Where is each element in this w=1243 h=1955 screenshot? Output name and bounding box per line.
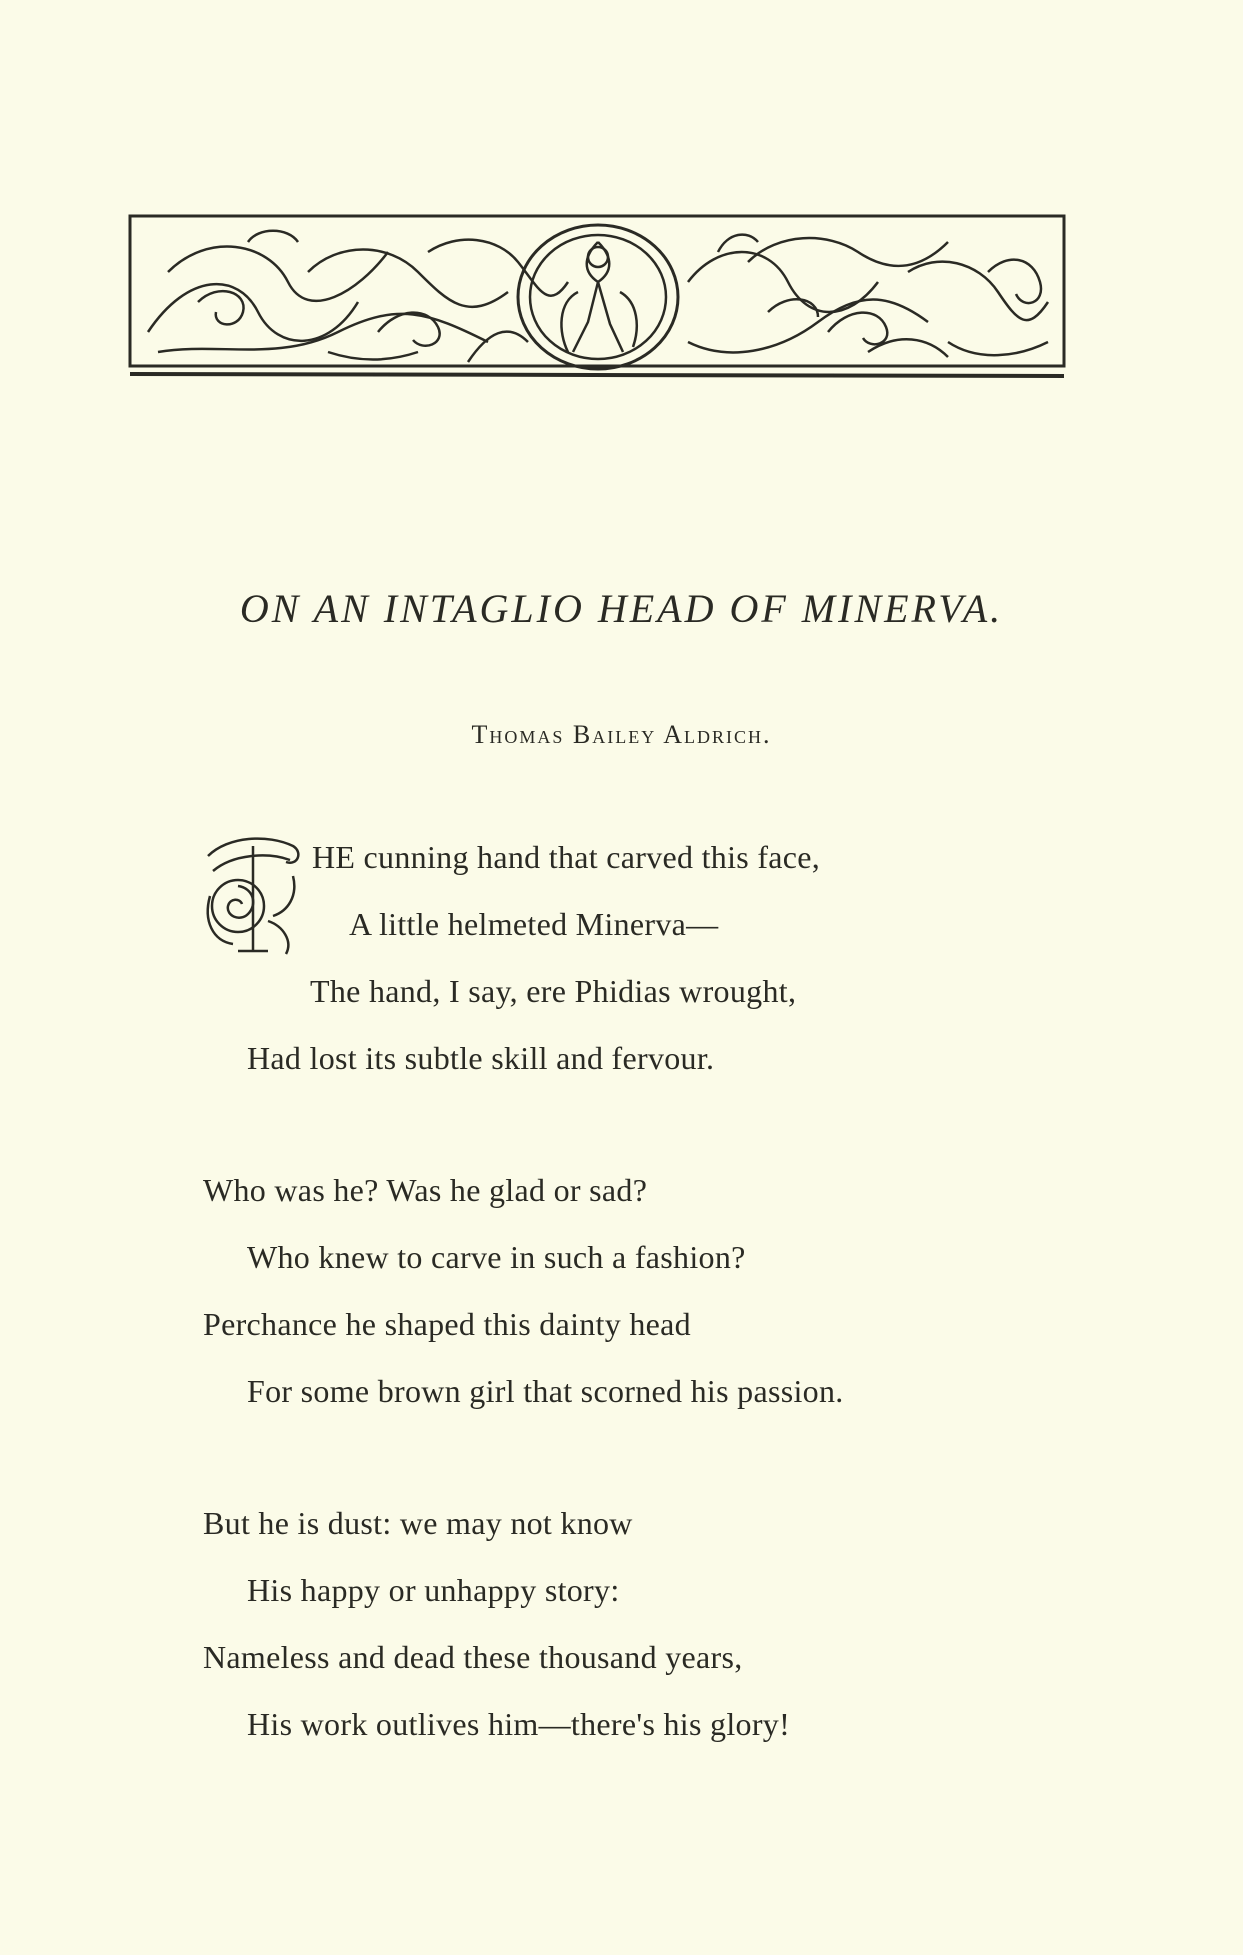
stanza-3-line-2: His happy or unhappy story: (247, 1572, 620, 1608)
stanza-2-line-3: Perchance he shaped this dainty head (203, 1306, 691, 1342)
foliage-ornament-icon (128, 212, 1068, 380)
stanza-1-line-1: HE cunning hand that carved this face, (312, 839, 821, 875)
stanza-1-line-2: A little helmeted Minerva— (349, 906, 719, 942)
stanza-2-line-1: Who was he? Was he glad or sad? (203, 1172, 648, 1208)
ornate-letter-t-icon (198, 826, 308, 966)
stanza-3-line-4: His work outlives him—there's his glory! (247, 1706, 791, 1742)
drop-cap-ornament (198, 826, 308, 966)
stanza-3-line-1: But he is dust: we may not know (203, 1505, 633, 1541)
stanza-2-line-4: For some brown girl that scorned his passion. (247, 1373, 844, 1409)
poem-title: ON AN INTAGLIO HEAD OF MINERVA. (239, 586, 1004, 631)
stanza-2-line-2: Who knew to carve in such a fashion? (247, 1239, 746, 1275)
ornamental-headpiece (128, 212, 1068, 380)
stanza-1-line-4: Had lost its subtle skill and fervour. (247, 1040, 715, 1076)
drop-cap-letter: T (253, 866, 254, 867)
stanza-3-line-3: Nameless and dead these thousand years, (203, 1639, 743, 1675)
stanza-1-line-3: The hand, I say, ere Phidias wrought, (310, 973, 797, 1009)
poem-author: Thomas Bailey Aldrich. (471, 720, 772, 749)
